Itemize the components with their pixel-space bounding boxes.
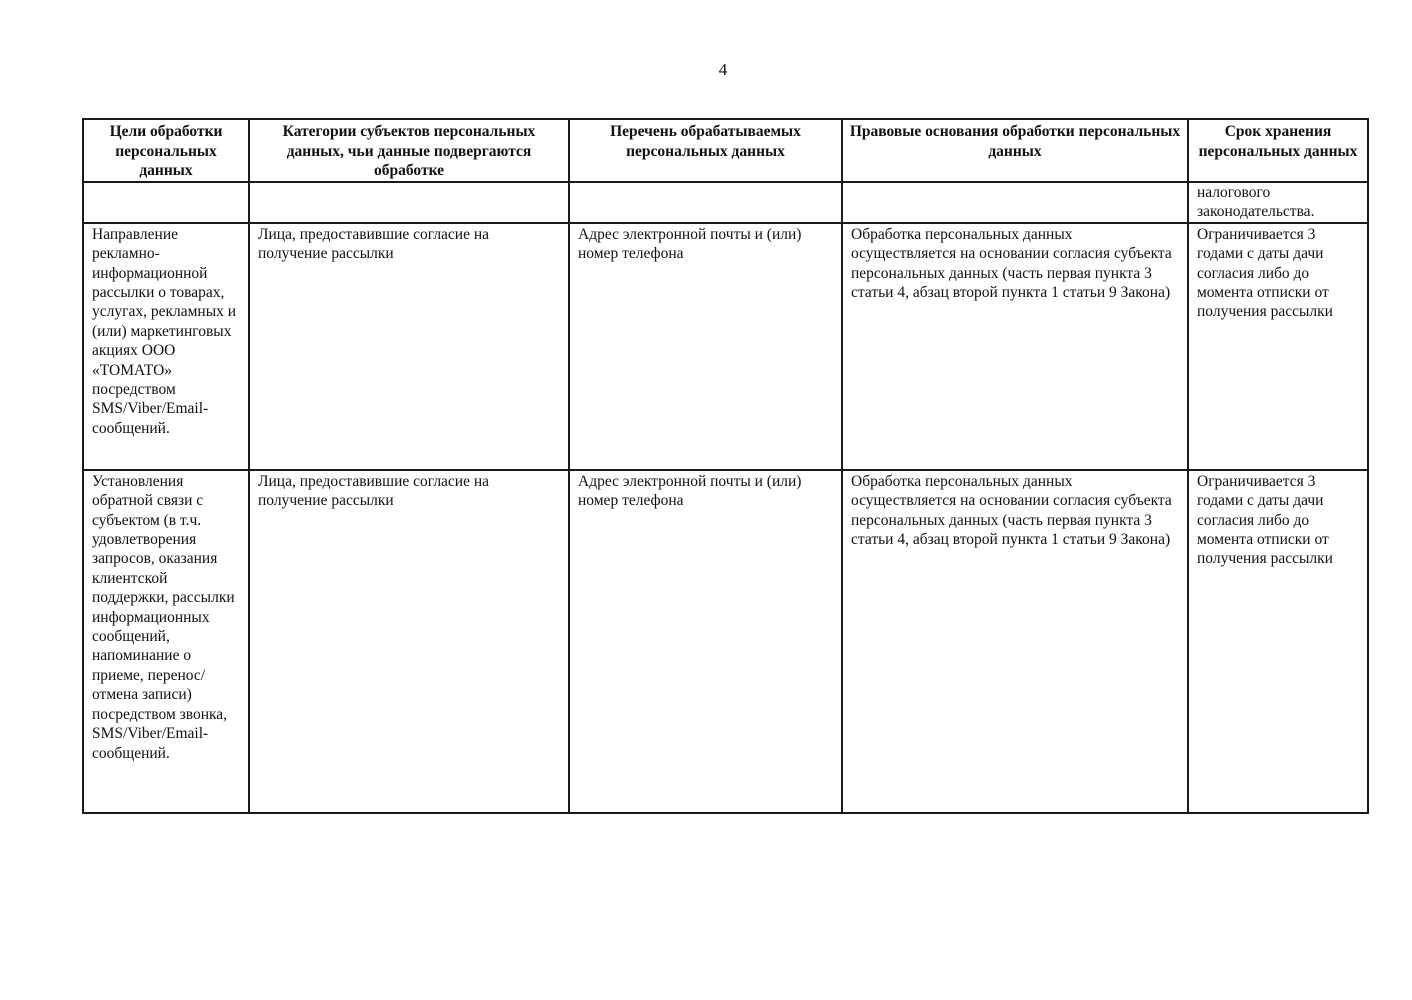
cell-retention: налогового законодательства. [1188, 182, 1368, 223]
table-header-row [83, 119, 1368, 182]
cell-data-list [569, 182, 842, 223]
personal-data-table [82, 118, 1369, 814]
cell-purpose [83, 182, 249, 223]
cell-purpose: Направление рекламно-информационной рассылки о товарах, услугах, рекламных и (или) маркетинговых акциях ООО «ТОМАТО» посредством SMS/Viber/Email-сообщений. [83, 223, 249, 470]
cell-purpose: Установления обратной связи с субъектом (в т.ч. удовлетворения запросов, оказания клиентской поддержки, рассылки информационных сообщений, напоминание о приеме, перенос/отмена записи) посредством звонка, SMS/Viber/Email-сообщений. [83, 470, 249, 813]
cell-data-list: Адрес электронной почты и (или) номер телефона [569, 223, 842, 470]
cell-subjects [249, 182, 569, 223]
header-retention: Срок хранения персональных данных [1188, 119, 1368, 182]
table-row [83, 470, 1368, 813]
header-data-list: Перечень обрабатываемых персональных данных [569, 119, 842, 182]
cell-legal-basis [842, 182, 1188, 223]
cell-legal-basis: Обработка персональных данных осуществляется на основании согласия субъекта персональных данных (часть первая пункта 3 статьи 4, абзац второй пункта 1 статьи 9 Закона) [842, 470, 1188, 813]
cell-subjects: Лица, предоставившие согласие на получение рассылки [249, 223, 569, 470]
cell-retention: Ограничивается 3 годами с даты дачи согласия либо до момента отписки от получения рассылки [1188, 470, 1368, 813]
header-legal-basis: Правовые основания обработки персональных данных [842, 119, 1188, 182]
table-row-continuation [83, 182, 1368, 223]
cell-retention: Ограничивается 3 годами с даты дачи согласия либо до момента отписки от получения рассылки [1188, 223, 1368, 470]
cell-data-list: Адрес электронной почты и (или) номер телефона [569, 470, 842, 813]
header-purpose: Цели обработки персональных данных [83, 119, 249, 182]
cell-legal-basis: Обработка персональных данных осуществляется на основании согласия субъекта персональных данных (часть первая пункта 3 статьи 4, абзац второй пункта 1 статьи 9 Закона) [842, 223, 1188, 470]
cell-subjects: Лица, предоставившие согласие на получение рассылки [249, 470, 569, 813]
table-row [83, 223, 1368, 470]
page-number: 4 [718, 60, 728, 79]
header-subjects: Категории субъектов персональных данных, чьи данные подвергаются обработке [249, 119, 569, 182]
